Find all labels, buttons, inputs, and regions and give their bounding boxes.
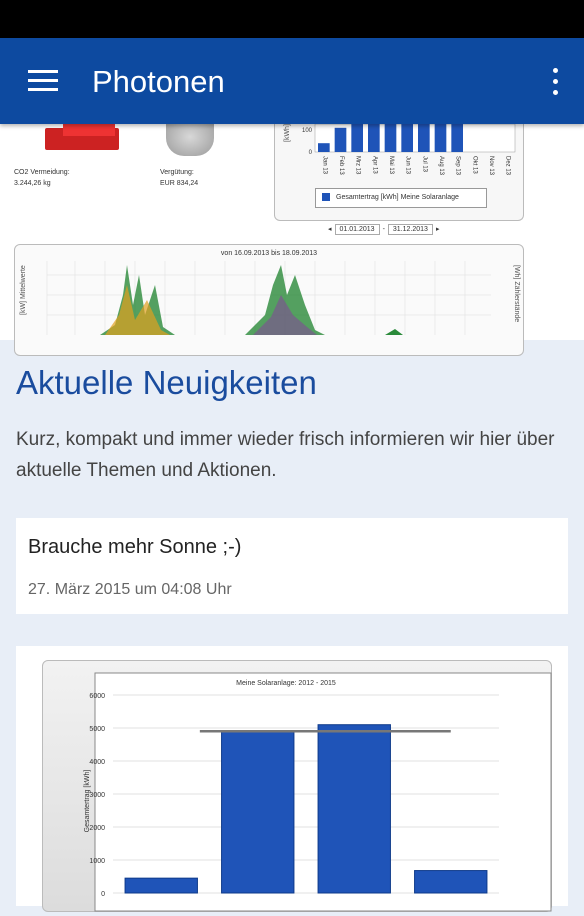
news-card-title[interactable]: Brauche mehr Sonne ;-) <box>28 536 242 558</box>
next-arrow-icon[interactable]: ▸ <box>435 226 440 233</box>
monthly-xtick: Aug 13 <box>438 156 444 176</box>
monthly-xtick: Nov 13 <box>488 156 494 176</box>
yearly-ytick: 1000 <box>89 858 105 865</box>
yearly-bar <box>415 871 487 893</box>
daily-area-small <box>385 329 403 335</box>
legend-swatch <box>322 193 330 201</box>
monthly-legend-text: Gesamtertrag [kWh] Meine Solaranlage <box>336 194 459 201</box>
monthly-xtick: Jul 13 <box>421 156 428 173</box>
yearly-ylabel: Gesamtertrag [kWh] <box>84 769 91 833</box>
co2-value: 3.244,26 kg <box>14 180 51 187</box>
date-from-field[interactable]: 01.01.2013 <box>335 224 380 235</box>
yearly-chart-frame <box>42 660 552 912</box>
co2-label: CO2 Vermeidung: <box>14 169 70 176</box>
yearly-ytick: 3000 <box>89 792 105 799</box>
page-title: Aktuelle Neuigkeiten <box>16 364 317 401</box>
more-vert-icon[interactable] <box>550 68 560 96</box>
date-to-field[interactable]: 31.12.2013 <box>388 224 433 235</box>
daily-right-label: [Wh] Zählerstände <box>513 265 520 323</box>
prev-arrow-icon[interactable]: ◂ <box>328 226 332 233</box>
monthly-xtick: Apr 13 <box>371 156 378 174</box>
yearly-ytick: 0 <box>101 891 105 898</box>
date-sep: - <box>382 226 385 233</box>
monthly-xtick: Okt 13 <box>471 156 478 174</box>
monthly-legend <box>315 188 487 208</box>
daily-title: von 16.09.2013 bis 18.09.2013 <box>220 250 318 257</box>
monthly-xtick: Mrz 13 <box>354 156 361 175</box>
daily-left-label: [kW] Mittelwerte <box>20 265 27 315</box>
app-title: Photonen <box>92 64 225 99</box>
verguetung-label: Vergütung: <box>160 169 194 176</box>
news-image-card[interactable] <box>16 646 568 906</box>
yearly-ytick: 2000 <box>89 825 105 832</box>
monthly-xtick: Jun 13 <box>404 156 411 175</box>
monthly-xtick: Sep 13 <box>454 156 461 176</box>
daily-chart <box>15 245 523 355</box>
monthly-bar <box>318 143 330 152</box>
monthly-chart-box <box>274 124 524 221</box>
yearly-title: Meine Solaranlage: 2012 - 2015 <box>236 680 336 687</box>
date-range-bar <box>328 224 439 235</box>
status-bar <box>0 0 584 38</box>
coins-image <box>166 124 214 156</box>
app-bar <box>0 38 584 124</box>
monthly-ylabel: [kWh] <box>284 124 291 142</box>
yearly-chart <box>43 661 551 911</box>
hamburger-menu-icon[interactable] <box>28 70 58 92</box>
yearly-ytick: 5000 <box>89 726 105 733</box>
monthly-chart <box>275 124 523 186</box>
monthly-ytick: 100 <box>301 128 312 134</box>
news-intro: Kurz, kompakt und immer wieder frisch informieren wir hier über aktuelle Themen und Aktionen. <box>16 429 555 481</box>
monthly-xtick: Jan 13 <box>321 156 328 175</box>
yearly-bar <box>222 731 294 893</box>
yearly-ytick: 6000 <box>89 693 105 700</box>
news-card-date: 27. März 2015 um 04:08 Uhr <box>28 581 232 598</box>
monthly-xtick: Feb 13 <box>338 156 344 175</box>
monthly-xtick: Dez 13 <box>504 156 511 176</box>
co2-bricks-image <box>45 124 121 156</box>
verguetung-value: EUR 834,24 <box>160 180 199 187</box>
monthly-bar <box>335 128 347 152</box>
yearly-bar <box>125 878 197 893</box>
yearly-bar <box>318 725 390 893</box>
yearly-ytick: 4000 <box>89 759 105 766</box>
header-image <box>0 124 584 340</box>
news-card[interactable] <box>16 518 568 614</box>
monthly-ytick: 0 <box>308 150 312 156</box>
daily-chart-box <box>14 244 524 356</box>
monthly-xtick: Mai 13 <box>388 156 394 175</box>
